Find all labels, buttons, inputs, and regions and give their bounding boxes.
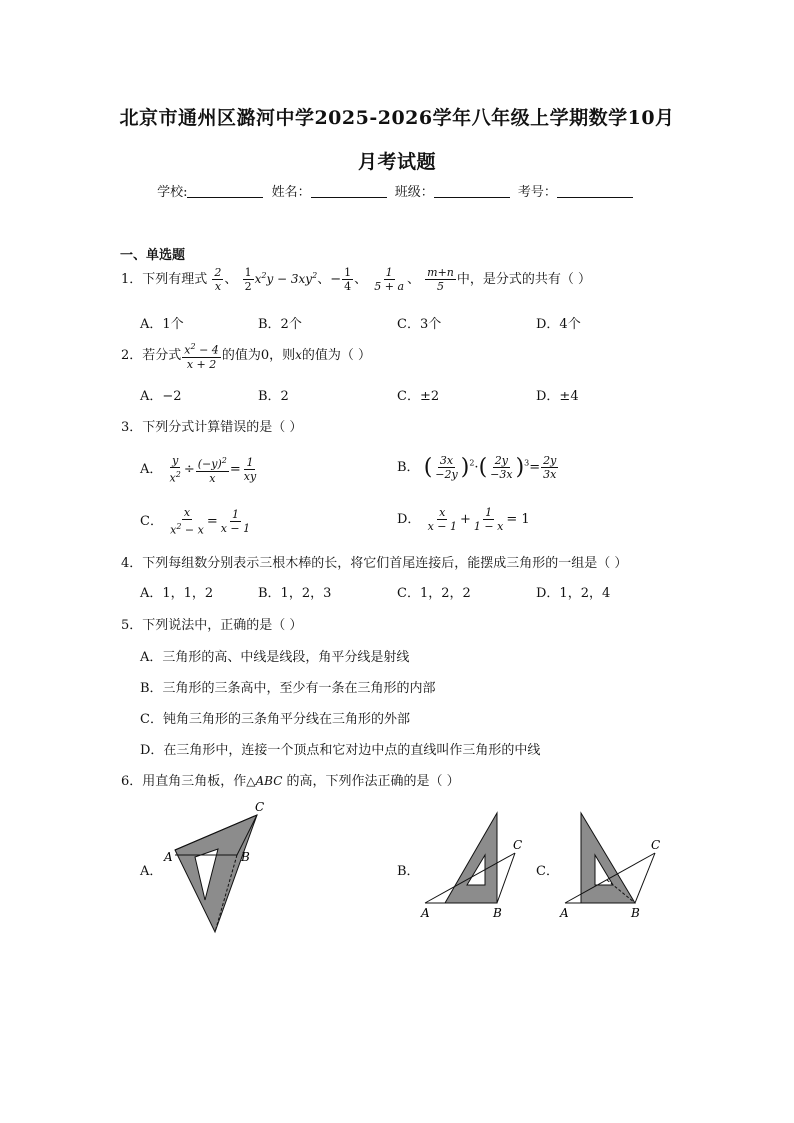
q5-option-d[interactable]: D．在三角形中，连接一个顶点和它对边中点的直线叫作三角形的中线 [140, 743, 541, 758]
q6-suffix: 的高，下列作法正确的是（ ） [286, 774, 460, 789]
q3-label-d: D． [397, 512, 421, 527]
figure-b-side-bc [497, 853, 515, 903]
q6-option-a-label[interactable]: A． [140, 864, 163, 879]
q2-option-b[interactable]: B．2 [258, 389, 289, 404]
q2-var: x [295, 347, 302, 362]
q3d-frac-2: $\frac{1}{1 - x}$ [473, 506, 504, 533]
q2-fraction: $\frac{x^2 - 4}{x + 2}$ [184, 342, 219, 371]
figure-a-vertex-b: B [241, 850, 250, 864]
q2-suffix: 的值为（ ） [301, 347, 372, 363]
q3-label-a: A． [140, 461, 163, 477]
q3c-frac-2: $\frac{1}{x - 1}$ [220, 507, 251, 535]
q2-option-a[interactable]: A．−2 [140, 389, 182, 404]
figure-b-vertex-a: A [421, 906, 430, 920]
figure-a-vertex-a: A [164, 850, 173, 864]
q3-option-c[interactable]: C． $\frac{x}{x^2 - x}$ = $\frac{1}{x - 1}$ [140, 506, 251, 537]
q3-label-c: C． [140, 513, 163, 529]
q5-option-c[interactable]: C．钝角三角形的三条角平分线在三角形的外部 [140, 712, 410, 727]
q6-option-c-label[interactable]: C． [536, 864, 559, 879]
q1-suffix: 中，是分式的共有（ ） [456, 272, 592, 287]
q1-expr-poly: $x^2y - 3xy^2$ [254, 271, 318, 286]
q6-text: 6．用直角三角板，作 [121, 774, 247, 789]
q1-option-c[interactable]: C．3个 [397, 317, 442, 332]
q3d-frac-1: $\frac{x}{x - 1}$ [427, 506, 457, 533]
question-2 [121, 340, 371, 371]
figure-c-vertex-b: B [631, 906, 640, 920]
q2-middle: 的值为0，则 [221, 347, 296, 363]
q6-option-b-label[interactable]: B． [397, 864, 420, 879]
q6-triangle: △ABC [246, 774, 283, 788]
q3b-frac-3: $\frac{2y}{3x}$ [543, 454, 557, 481]
section-heading: 一、单选题 [120, 248, 186, 263]
q3b-frac-2: $\frac{2y}{-3x}$ [490, 454, 513, 481]
figure-b-vertex-c: C [513, 838, 523, 852]
exam-number-label: 考号： [517, 185, 557, 200]
q5-option-b[interactable]: B．三角形的三条高中，至少有一条在三角形的内部 [140, 681, 436, 696]
figure-b-set-square [445, 813, 497, 903]
q3c-frac-1: $\frac{x}{x^2 - x}$ [170, 506, 204, 537]
figure-a-vertex-c: C [255, 800, 265, 814]
question-5: 5．下列说法中，正确的是（ ） [121, 618, 303, 633]
q3-option-a[interactable]: A． $\frac{y}{x^2}$ ÷ $\frac{(-y)^2}{x}$ = $\frac{1}{xy}$ [140, 454, 257, 485]
exam-number-blank[interactable] [557, 185, 633, 198]
q6-figure-a[interactable] [155, 795, 280, 940]
q1-prefix: 1．下列有理式 [121, 272, 208, 287]
q3-option-b[interactable]: B． ( $\frac{3x}{-2y}$ )$^2$·( $\frac{2y}{-3x}$ )$^3$= $\frac{2y}{3x}$ [397, 454, 557, 481]
school-blank[interactable] [187, 185, 263, 198]
q4-option-d[interactable]: D．1，2，4 [536, 586, 611, 601]
q1-expr-half: $\frac{1}{2}$ [244, 266, 252, 293]
figure-c-side-bc [635, 853, 655, 903]
q5-option-a[interactable]: A．三角形的高、中线是线段，角平分线是射线 [140, 650, 410, 665]
exam-title-line1: 北京市通州区潞河中学2025-2026学年八年级上学期数学10月 [119, 107, 675, 129]
question-6 [121, 770, 460, 789]
q3a-frac-2: $\frac{(-y)^2}{x}$ [197, 456, 227, 485]
question-1: 1．下列有理式 $\frac{2}{x}$ 、 $\frac{1}{2}$ $x^2y - 3xy^2$、− $\frac{1}{4}$ 、 $\frac{1}{5 + a}$ 、 $\frac{m+n}{5}$ 中，是分式的共有（ ） [121, 266, 592, 293]
q3a-frac-1: $\frac{y}{x^2}$ [169, 454, 181, 485]
name-blank[interactable] [311, 185, 387, 198]
question-3: 3．下列分式计算错误的是（ ） [121, 420, 303, 435]
figure-c-vertex-c: C [651, 838, 661, 852]
q3-label-b: B． [397, 460, 420, 475]
q2-option-d[interactable]: D．±4 [536, 389, 579, 404]
figure-b-vertex-b: B [493, 906, 502, 920]
q1-option-d[interactable]: D．4个 [536, 317, 581, 332]
q4-option-b[interactable]: B．1，2，3 [258, 586, 332, 601]
q1-expr-2-over-x: $\frac{2}{x}$ [214, 266, 222, 293]
q3a-frac-3: $\frac{1}{xy}$ [243, 455, 257, 483]
class-blank[interactable] [434, 185, 510, 198]
q6-figure-b[interactable] [415, 805, 535, 920]
student-info-line [0, 181, 794, 200]
exam-title-line2: 月考试题 [357, 151, 436, 173]
q2-prefix: 2．若分式 [121, 347, 182, 363]
q3b-frac-1: $\frac{3x}{-2y}$ [435, 454, 458, 481]
q2-option-c[interactable]: C．±2 [397, 389, 440, 404]
q1-option-a[interactable]: A．1个 [140, 317, 184, 332]
school-label: 学校: [157, 185, 188, 200]
class-label: 班级： [394, 185, 434, 200]
q1-expr-quarter: $\frac{1}{4}$ [344, 266, 352, 293]
name-label: 姓名： [271, 185, 311, 200]
q4-option-c[interactable]: C．1，2，2 [397, 586, 471, 601]
q4-option-a[interactable]: A．1，1，2 [140, 586, 214, 601]
q1-expr-mn-over-5: $\frac{m+n}{5}$ [427, 266, 454, 293]
q1-expr-1-over-5a: $\frac{1}{5 + a}$ [374, 266, 405, 293]
q3-option-d[interactable]: D． $\frac{x}{x - 1}$ + $\frac{1}{1 - x}$ = 1 [397, 506, 530, 533]
question-4: 4．下列每组数分别表示三根木棒的长，将它们首尾连接后，能摆成三角形的一组是（ ） [121, 556, 628, 571]
q1-option-b[interactable]: B．2个 [258, 317, 302, 332]
q6-figure-c[interactable] [555, 805, 675, 920]
figure-c-vertex-a: A [560, 906, 569, 920]
